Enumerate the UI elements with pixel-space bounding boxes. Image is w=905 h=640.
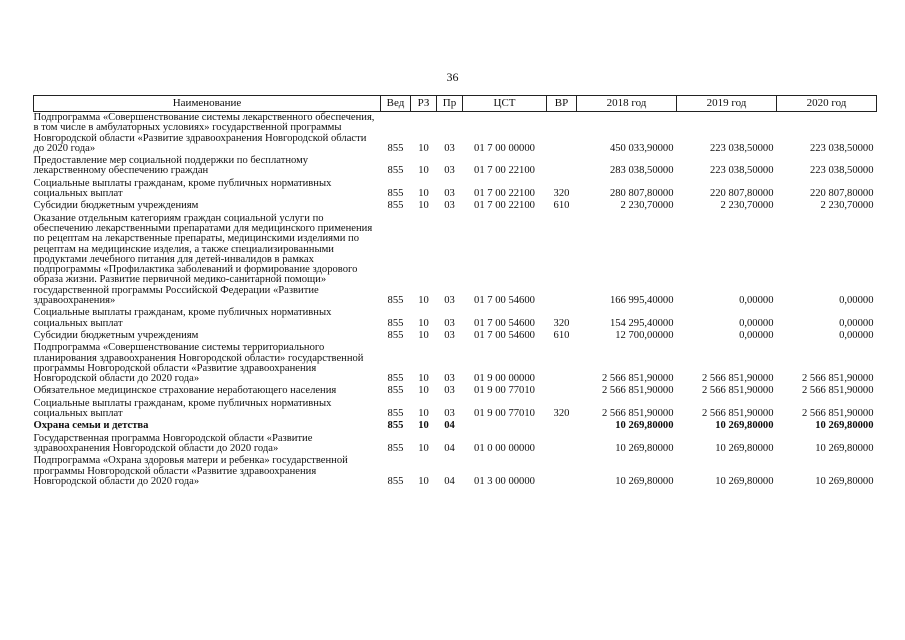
row-value-2019: 10 269,80000 [715,475,774,487]
budget-table [33,95,877,488]
row-name: Оказание отдельным категориям граждан социальной услуги по обеспечению лекарственными препаратами для медицинского применения по рецептам на лекарственные препараты, медицинскими изделиями по рецептам на медицинские изделия, а также специализированными продуктами лечебного питания для детей-инвалидов в рамках подпрограммы «Профилактика заболеваний и формирование здорового образа жизни. Развитие первичной медико-санитарной помощи» государственной программы Российской Федерации «Развитие здравоохранения» [33,212,373,307]
row-pr: 03 [444,373,455,385]
row-rz: 10 [418,329,429,341]
table-row [34,455,877,488]
row-value-2020: 10 269,80000 [815,442,874,454]
row-value-2020: 223 038,50000 [809,142,874,154]
row-value-2020: 2 566 851,90000 [801,373,874,385]
row-value-2019: 220 807,80000 [709,188,774,200]
row-value-2018: 2 566 851,90000 [601,385,674,397]
row-cst: 01 7 00 54600 [474,317,535,329]
header-2019: 2019 год [677,96,777,112]
row-cst: 01 7 00 54600 [474,295,535,307]
header-vr: ВР [547,96,577,112]
header-ved: Вед [381,96,411,112]
row-pr: 04 [444,442,455,454]
row-value-2019: 0,00000 [739,295,774,307]
row-vr: 610 [553,329,570,341]
row-cst: 01 7 00 00000 [474,142,535,154]
row-value-2019: 2 566 851,90000 [701,373,774,385]
row-value-2020: 2 566 851,90000 [801,408,874,420]
row-vr: 320 [553,408,570,420]
row-name: Субсидии бюджетным учреждениям [33,329,199,341]
row-name: Обязательное медицинское страхование неработающего населения [33,385,337,397]
row-value-2019: 0,00000 [739,329,774,341]
row-rz: 10 [418,475,429,487]
row-vr: 320 [553,188,570,200]
row-name: Государственная программа Новгородской области «Развитие здравоохранения Новгородской области до 2020 года» [33,432,313,454]
row-value-2020: 0,00000 [839,295,874,307]
table-body [34,112,877,489]
row-value-2020: 2 566 851,90000 [801,385,874,397]
row-value-2019: 2 230,70000 [720,200,774,212]
row-cst: 01 9 00 00000 [474,373,535,385]
table-row [34,342,877,385]
row-vr [547,112,577,156]
row-cst: 01 3 00 00000 [474,475,535,487]
row-name: Охрана семьи и детства [33,420,149,432]
row-pr: 03 [444,329,455,341]
table-row [34,330,877,342]
table-row [34,200,877,212]
row-rz: 10 [418,420,429,432]
table-row [34,112,877,156]
row-value-2020: 220 807,80000 [809,188,874,200]
row-ved: 855 [387,373,404,385]
header-2018: 2018 год [577,96,677,112]
row-name: Подпрограмма «Совершенствование системы территориального планирования здравоохранения Новгородской области» государственной программы Новгородской области «Развитие здравоохранения Новгородской области до 2020 года» [33,342,364,385]
row-vr [547,155,577,178]
row-value-2019: 10 269,80000 [715,442,774,454]
table-row [34,385,877,397]
row-value-2020: 0,00000 [839,317,874,329]
row-vr: 320 [553,317,570,329]
row-cst: 01 7 00 22100 [474,188,535,200]
row-value-2019: 223 038,50000 [709,142,774,154]
row-vr [547,420,577,432]
table-row [34,420,877,432]
header-pr: Пр [437,96,463,112]
row-ved: 855 [387,329,404,341]
row-value-2018: 10 269,80000 [615,420,674,432]
row-pr: 03 [444,142,455,154]
row-value-2020: 0,00000 [839,329,874,341]
row-value-2018: 154 295,40000 [609,317,674,329]
row-rz: 10 [418,188,429,200]
row-value-2018: 2 566 851,90000 [601,373,674,385]
row-vr [547,385,577,397]
row-name: Подпрограмма «Охрана здоровья матери и ребенка» государственной программы Новгородской области «Развитие здравоохранения Новгородской области до 2020 года» [33,455,348,487]
header-name: Наименование [34,96,381,112]
row-pr: 03 [444,295,455,307]
row-value-2020: 10 269,80000 [815,420,874,432]
row-ved: 855 [387,165,404,177]
row-rz: 10 [418,142,429,154]
row-ved: 855 [387,408,404,420]
row-ved: 855 [387,475,404,487]
row-cst: 01 9 00 77010 [474,408,535,420]
row-pr: 03 [444,385,455,397]
row-value-2020: 10 269,80000 [815,475,874,487]
row-rz: 10 [418,165,429,177]
header-2020: 2020 год [777,96,877,112]
row-cst: 01 7 00 54600 [474,329,535,341]
row-ved: 855 [387,317,404,329]
row-ved: 855 [387,295,404,307]
row-value-2018: 450 033,90000 [609,142,674,154]
row-ved: 855 [387,385,404,397]
row-value-2019: 2 566 851,90000 [701,408,774,420]
table-row [34,155,877,178]
row-ved: 855 [387,142,404,154]
row-pr: 03 [444,317,455,329]
row-cst: 01 7 00 22100 [474,200,535,212]
row-rz: 10 [418,442,429,454]
row-pr: 04 [444,420,455,432]
row-pr: 03 [444,165,455,177]
page-number: 36 [446,70,459,84]
row-value-2019: 2 566 851,90000 [701,385,774,397]
row-rz: 10 [418,408,429,420]
row-pr: 03 [444,200,455,212]
table-row [34,213,877,308]
row-value-2018: 280 807,80000 [609,188,674,200]
row-pr: 04 [444,475,455,487]
row-ved: 855 [387,188,404,200]
row-vr [547,433,577,456]
row-value-2018: 10 269,80000 [615,442,674,454]
table-row [34,398,877,421]
row-rz: 10 [418,373,429,385]
row-value-2019: 10 269,80000 [715,420,774,432]
row-name: Социальные выплаты гражданам, кроме публичных нормативных социальных выплат [33,307,332,329]
row-vr: 610 [553,200,570,212]
row-value-2018: 10 269,80000 [615,475,674,487]
row-cst: 01 7 00 22100 [474,165,535,177]
row-value-2018: 166 995,40000 [609,295,674,307]
row-name: Предоставление мер социальной поддержки по бесплатному лекарственному обеспечению граждан [33,155,309,177]
row-vr [547,342,577,385]
row-name: Подпрограмма «Совершенствование системы лекарственного обеспечения, в том числе в амбулаторных условиях» государственной программы Новгородской области «Развитие здравоохранения Новгородской области до 2020 года» [33,112,375,154]
row-value-2020: 223 038,50000 [809,165,874,177]
row-value-2018: 283 038,50000 [609,165,674,177]
row-value-2018: 2 230,70000 [620,200,674,212]
row-value-2019: 0,00000 [739,317,774,329]
row-rz: 10 [418,385,429,397]
row-ved: 855 [387,200,404,212]
row-value-2020: 2 230,70000 [820,200,874,212]
table-row [34,178,877,201]
row-pr: 03 [444,188,455,200]
header-rz: РЗ [411,96,437,112]
row-value-2018: 2 566 851,90000 [601,408,674,420]
header-cst: ЦСТ [463,96,547,112]
table-row [34,307,877,330]
row-rz: 10 [418,200,429,212]
row-rz: 10 [418,295,429,307]
row-value-2018: 12 700,00000 [615,329,674,341]
row-rz: 10 [418,317,429,329]
row-name: Социальные выплаты гражданам, кроме публичных нормативных социальных выплат [33,177,332,200]
row-ved: 855 [387,442,404,454]
table-header-row [34,96,877,112]
row-cst: 01 0 00 00000 [474,442,535,454]
row-name: Социальные выплаты гражданам, кроме публичных нормативных социальных выплат [33,397,332,420]
table-row [34,433,877,456]
row-ved: 855 [387,420,404,432]
row-vr [547,213,577,308]
row-value-2019: 223 038,50000 [709,165,774,177]
row-cst [463,420,547,432]
row-cst: 01 9 00 77010 [474,385,535,397]
row-name: Субсидии бюджетным учреждениям [33,200,199,212]
row-vr [547,455,577,488]
row-pr: 03 [444,408,455,420]
